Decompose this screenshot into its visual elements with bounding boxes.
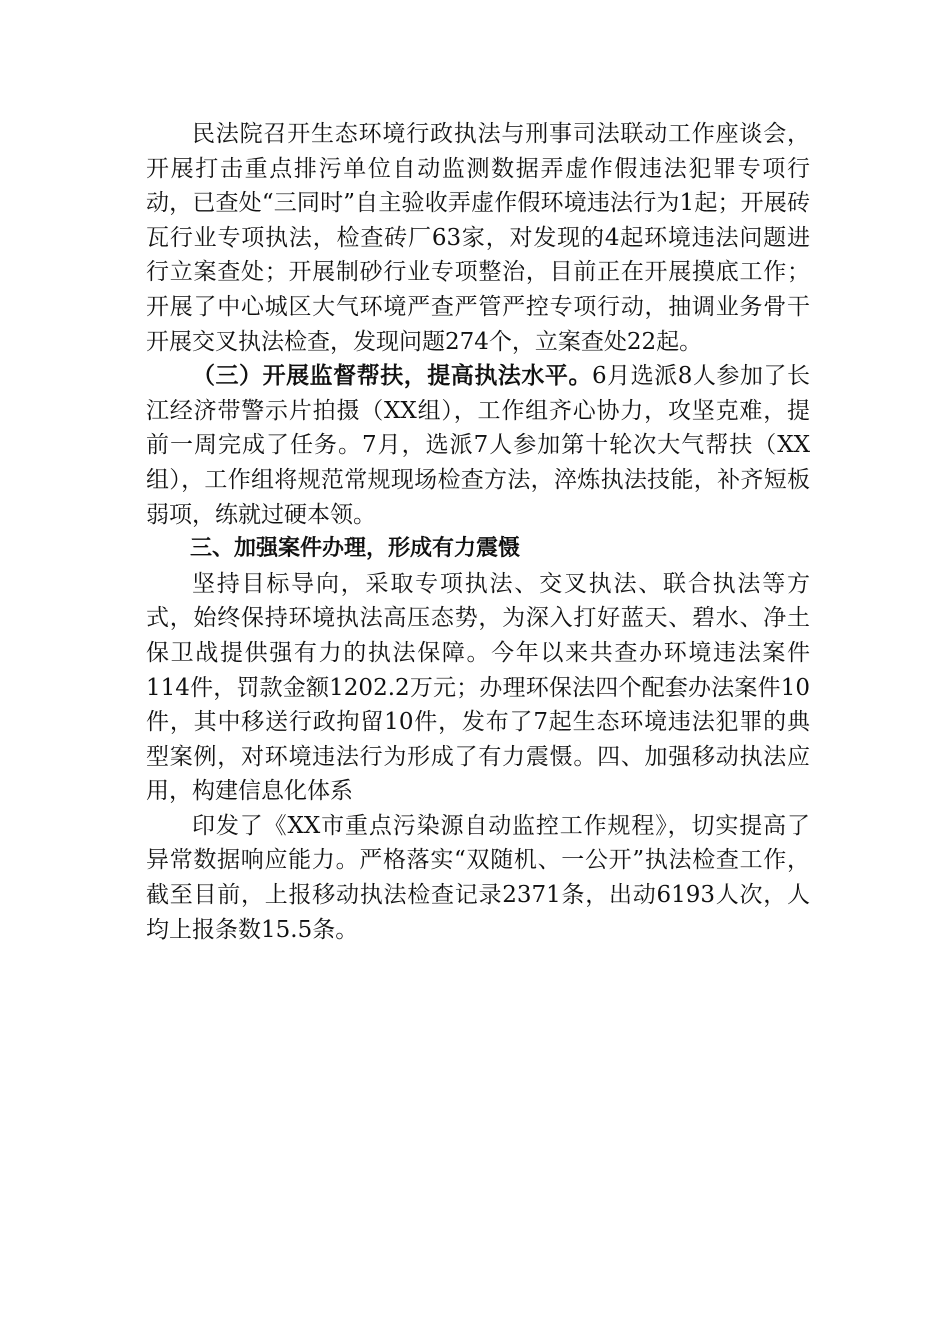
- paragraph-subheading: （三）开展监督帮扶，提高执法水平。: [192, 363, 592, 390]
- paragraph-case-handling: [146, 567, 810, 809]
- paragraph-text: 印发了《XX市重点污染源自动监控工作规程》，切实提高了异常数据响应能力。严格落实“双随机、一公开”执法检查工作，截至目前，上报移动执法检查记录2371条，出动6193人次，人均上报条数15.5条。: [146, 812, 810, 943]
- paragraph-mobile-enforcement: [146, 809, 810, 947]
- paragraph-supervision-assistance: [146, 359, 810, 532]
- paragraph-text: 民法院召开生态环境行政执法与刑事司法联动工作座谈会，开展打击重点排污单位自动监测数据弄虚作假违法犯罪专项行动，已查处“三同时”自主验收弄虚作假环境违法行为1起；开展砖瓦行业专项执法，检查砖厂63家，对发现的4起环境违法问题进行立案查处；开展制砂行业专项整治，目前正在开展摸底工作；开展了中心城区大气环境严查严管严控专项行动，抽调业务骨干开展交叉执法检查，发现问题274个，立案查处22起。: [146, 121, 810, 355]
- paragraph-enforcement-actions: [146, 117, 810, 359]
- paragraph-text: 坚持目标导向，采取专项执法、交叉执法、联合执法等方式，始终保持环境执法高压态势，为深入打好蓝天、碧水、净土保卫战提供强有力的执法保障。今年以来共查办环境违法案件114件，罚款金额1202.2万元；办理环保法四个配套办法案件10件，其中移送行政拘留10件，发布了7起生态环境违法犯罪的典型案例，对环境违法行为形成了有力震慑。四、加强移动执法应用，构建信息化体系: [146, 570, 810, 805]
- document-body: [146, 117, 810, 947]
- section-heading: 三、加强案件办理，形成有力震慑: [190, 536, 521, 562]
- paragraph-text: 6月选派8人参加了长江经济带警示片拍摄（XX组），工作组齐心协力，攻坚克难，提前一周完成了任务。7月，选派7人参加第十轮次大气帮扶（XX组），工作组将规范常规现场检查方法，淬炼执法技能，补齐短板弱项，练就过硬本领。: [146, 363, 810, 528]
